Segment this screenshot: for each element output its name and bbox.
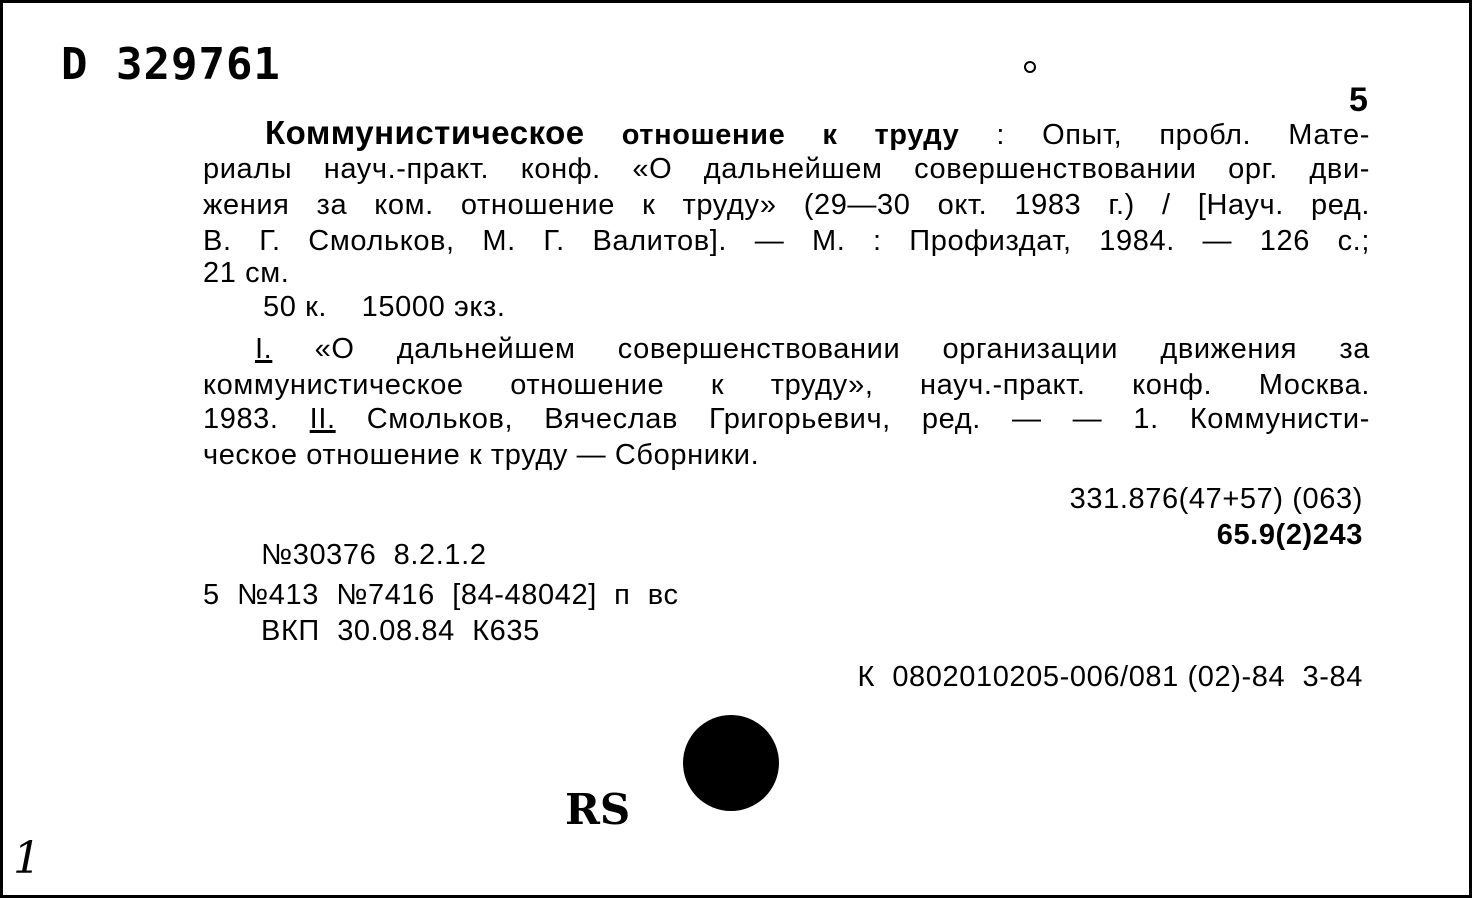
body-line-1: риалы науч.-практ. конф. «О дальнейшем совершенствовании орг. дви- bbox=[203, 153, 1370, 185]
record-number: №30376 8.2.1.2 bbox=[261, 539, 487, 571]
subject-line-3-rest: Смольков, Вячеслав Григорьевич, ред. — — 1. Коммунисти- bbox=[366, 403, 1370, 435]
udc-code: 331.876(47+57) (063) bbox=[1069, 483, 1363, 515]
k-code-line: К 0802010205-006/081 (02)-84 3-84 bbox=[857, 661, 1363, 693]
subject-line-2: коммунистическое отношение к труду», науч.-практ. конф. Москва. bbox=[203, 369, 1370, 401]
roman-two: II. bbox=[309, 403, 336, 435]
subject-line-3-prefix: 1983. bbox=[203, 403, 279, 435]
title-subtitle: : Опыт, пробл. Мате- bbox=[996, 119, 1370, 151]
roman-one: I. bbox=[255, 333, 273, 365]
vkp-line: ВКП 30.08.84 К635 bbox=[261, 615, 540, 647]
subject-line-1 bbox=[203, 333, 1370, 365]
title-line bbox=[203, 114, 1370, 151]
subject-line-4: ческое отношение к труду — Сборники. bbox=[203, 439, 760, 471]
stamp-rs: RS bbox=[565, 785, 631, 834]
title-rest: отношение к труду bbox=[621, 119, 960, 151]
card-number: D 329761 bbox=[61, 39, 281, 90]
body-line-4: 21 см. bbox=[203, 257, 290, 289]
pencil-mark: 1 bbox=[13, 833, 41, 884]
subject-line-3 bbox=[203, 403, 1370, 435]
body-line-3: В. Г. Смольков, М. Г. Валитов]. — М. : Профиздат, 1984. — 126 с.; bbox=[203, 225, 1370, 257]
price-line: 50 к. 15000 экз. bbox=[263, 291, 506, 323]
punch-dot-small bbox=[1024, 61, 1036, 73]
order-line: 5 №413 №7416 [84-48042] п вс bbox=[203, 579, 679, 611]
subject-line-1-rest: «О дальнейшем совершенствовании организации движения за bbox=[314, 333, 1370, 365]
title-bold: Коммунистическое bbox=[265, 114, 585, 151]
body-line-2: жения за ком. отношение к труду» (29—30 окт. 1983 г.) / [Науч. ред. bbox=[203, 189, 1370, 221]
page-number: 5 bbox=[1349, 81, 1368, 119]
bbk-code: 65.9(2)243 bbox=[1216, 519, 1363, 551]
punch-hole bbox=[683, 715, 779, 811]
